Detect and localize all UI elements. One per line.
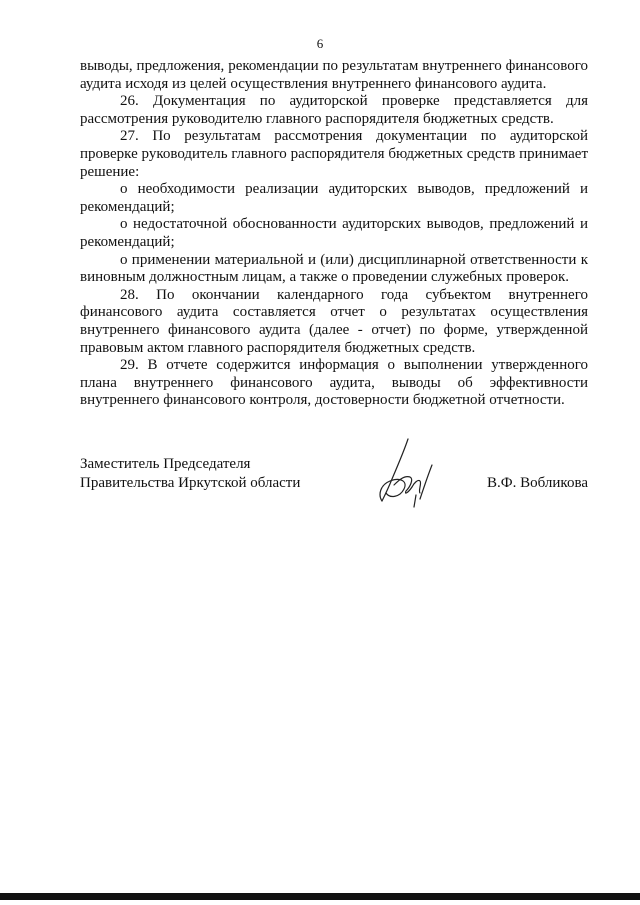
paragraph-28: 28. По окончании календарного года субъектом внутреннего финансового аудита составляется отчет о результатах осуществления внутреннего финансового аудита (далее - отчет) по форме, утвержденной правовым актом главного распорядителя бюджетных средств. xyxy=(80,286,588,356)
signer-title-line-2: Правительства Иркутской области xyxy=(80,475,301,491)
signer-title-line-1: Заместитель Председателя xyxy=(80,456,251,472)
paragraph-continuation: выводы, предложения, рекомендации по результатам внутреннего финансового аудита исходя из целей осуществления внутреннего финансового аудита. xyxy=(80,58,588,92)
scan-edge-bar xyxy=(0,893,640,900)
decision-option-3: о применении материальной и (или) дисциплинарной ответственности к виновным должностным лицам, а также о проведении служебных проверок. xyxy=(80,251,588,286)
handwritten-signature xyxy=(368,435,448,515)
document-body xyxy=(80,58,588,410)
paragraph-27: 27. По результатам рассмотрения документации по аудиторской проверке руководитель главного распорядителя бюджетных средств принимает решение: xyxy=(80,128,588,180)
paragraph-29: 29. В отчете содержится информация о выполнении утвержденного плана внутреннего финансового аудита, выводы об эффективности внутреннего финансового контроля, достоверности бюджетной отчетности. xyxy=(80,357,588,409)
signer-name: В.Ф. Вобликова xyxy=(487,475,588,491)
signature-block xyxy=(80,455,588,525)
decision-option-2: о недостаточной обоснованности аудиторских выводов, предложений и рекомендаций; xyxy=(80,216,588,250)
signer-title xyxy=(80,455,300,493)
page-number: 6 xyxy=(316,36,324,51)
decision-option-1: о необходимости реализации аудиторских выводов, предложений и рекомендаций; xyxy=(80,181,588,215)
paragraph-26: 26. Документация по аудиторской проверке представляется для рассмотрения руководителю главного распорядителя бюджетных средств. xyxy=(80,93,588,127)
